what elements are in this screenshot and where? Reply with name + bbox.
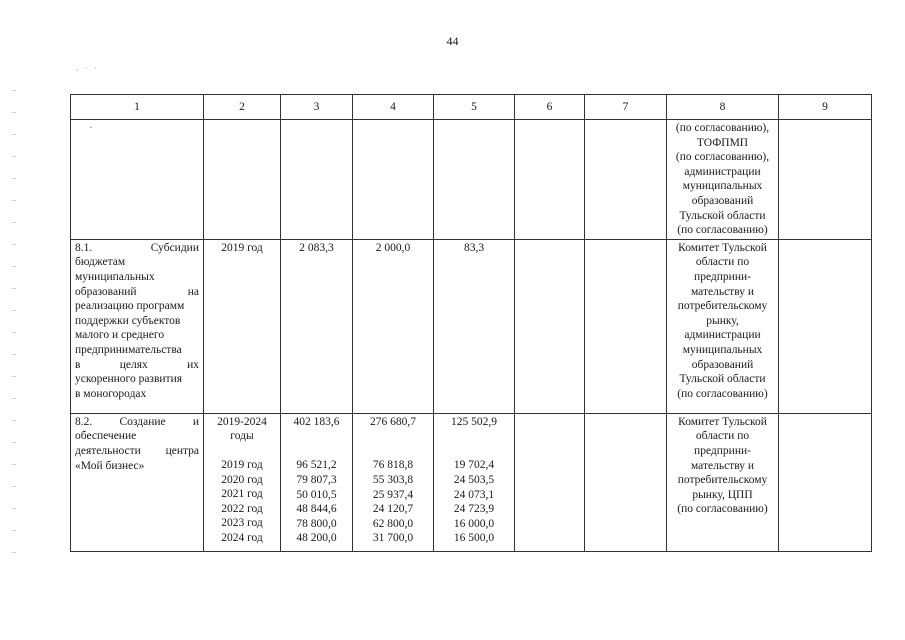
header-col-3: 3 [281, 95, 353, 120]
text-line [75, 444, 199, 459]
text-line: потребительскому [677, 300, 768, 313]
text-line: 50 010,5 [296, 488, 337, 501]
word: обеспечение [75, 430, 137, 443]
cell-col-7 [585, 413, 667, 551]
word: «Мой бизнес» [75, 459, 145, 472]
text-line [75, 270, 199, 285]
word: деятельности [75, 444, 141, 457]
text-line: Тульской области [679, 373, 766, 386]
text-line: образований [691, 194, 754, 207]
word: на [187, 285, 199, 298]
federal-sum: 276 680,7 [370, 415, 416, 428]
total-by-year [285, 458, 348, 546]
text-line: мательству и [690, 459, 755, 472]
header-col-7: 7 [585, 95, 667, 120]
cell-col-6 [515, 239, 585, 413]
cell-federal [353, 413, 434, 551]
total-sum: 402 183,6 [293, 415, 340, 428]
header-col-5: 5 [434, 95, 515, 120]
text-line: администрации [684, 329, 761, 342]
text-line: Комитет Тульской [678, 415, 767, 428]
cell-col-7 [585, 120, 667, 240]
text-line: 79 807,3 [296, 473, 337, 486]
cell-col-9 [779, 239, 872, 413]
cell-responsible [667, 120, 779, 240]
text-line: 24 073,1 [453, 488, 495, 501]
word: Субсидии [150, 241, 199, 254]
text-line: 2021 год [221, 488, 263, 501]
text-line: области по [695, 256, 750, 269]
text-line: мательству и [690, 285, 755, 298]
cell-period: 2019 год [204, 239, 281, 413]
text-line: Комитет Тульской [678, 241, 767, 254]
word: малого и среднего [75, 329, 165, 342]
text-line: 48 200,0 [296, 532, 337, 545]
text-line [75, 241, 199, 256]
text-line: предприни- [694, 444, 751, 457]
text-line: ТОФПМП [696, 136, 749, 149]
period-years [208, 458, 276, 546]
text-line: 96 521,2 [296, 459, 337, 472]
text-line: образований [691, 358, 754, 371]
word: 8.2. [75, 415, 93, 428]
regional-sum: 125 502,9 [451, 415, 497, 428]
text-line: 25 937,4 [372, 488, 414, 501]
text-line: 2024 год [221, 531, 263, 544]
word: целях [119, 358, 148, 371]
text-line [75, 429, 199, 444]
word: в моногородах [75, 387, 147, 400]
text-line: 19 702,4 [453, 459, 495, 472]
text-line: 2019 год [221, 458, 263, 471]
text-line: 2022 год [221, 502, 263, 515]
text-line [75, 255, 199, 270]
word: и [192, 415, 199, 428]
text-line [75, 299, 199, 314]
period-total-line-2: годы [230, 430, 254, 443]
text-line: 24 723,9 [453, 503, 495, 516]
cell-col-2 [204, 120, 281, 240]
table-row-8-1 [71, 239, 872, 413]
text-line [75, 343, 199, 358]
word: реализацию программ [75, 300, 185, 313]
scan-marks: . · · [76, 63, 99, 73]
cell-col-5 [434, 120, 515, 240]
text-line [75, 314, 199, 329]
page-number: 44 [446, 34, 459, 48]
header-col-1: 1 [71, 95, 204, 120]
cell-col-1: · [71, 120, 204, 240]
header-col-2: 2 [204, 95, 281, 120]
cell-col-3 [281, 120, 353, 240]
word: муниципальных [75, 270, 155, 283]
cell-col-9 [779, 120, 872, 240]
text-line: (по согласованию), [675, 151, 770, 164]
text-line: потребительскому [677, 474, 768, 487]
word: образований [75, 285, 137, 298]
text-line [75, 415, 199, 430]
text-line: (по согласованию) [677, 503, 768, 516]
text-line: рынку, ЦПП [692, 488, 753, 501]
text-line: 2020 год [221, 473, 263, 486]
table-row-continuation [71, 120, 872, 240]
word: их [187, 358, 199, 371]
text-line [75, 328, 199, 343]
cell-regional [434, 413, 515, 551]
text-line: 31 700,0 [372, 532, 414, 545]
text-line: 16 500,0 [453, 532, 495, 545]
header-row [71, 95, 872, 120]
text-line [75, 285, 199, 300]
cell-activity-name [71, 239, 204, 413]
text-line [75, 358, 199, 373]
cell-total [281, 413, 353, 551]
cell-col-6 [515, 120, 585, 240]
cell-period [204, 413, 281, 551]
header-col-4: 4 [353, 95, 434, 120]
header-col-9: 9 [779, 95, 872, 120]
federal-by-year [357, 458, 429, 546]
text-line: Тульской области [679, 209, 766, 222]
text-line: муниципальных [682, 180, 763, 193]
text-line [75, 459, 199, 474]
cell-responsible [667, 239, 779, 413]
cell-col-7 [585, 239, 667, 413]
word: в [75, 358, 81, 371]
regional-by-year [438, 458, 510, 546]
text-line: 2023 год [221, 517, 263, 530]
text-line: 55 303,8 [372, 473, 414, 486]
text-line [75, 387, 199, 402]
cell-col-9 [779, 413, 872, 551]
text-line: администрации [684, 165, 761, 178]
cell-col-6 [515, 413, 585, 551]
word: 8.1. [75, 241, 93, 254]
cell-total: 2 083,3 [281, 239, 353, 413]
word: Создание [119, 415, 166, 428]
word: поддержки субъектов [75, 314, 181, 327]
text-line: (по согласованию) [677, 387, 768, 400]
table-row-8-2 [71, 413, 872, 551]
text-line: 78 800,0 [296, 517, 337, 530]
text-line: муниципальных [682, 343, 763, 356]
text-line: предприни- [694, 270, 751, 283]
word: центра [165, 444, 199, 457]
header-col-6: 6 [515, 95, 585, 120]
text-line: 62 800,0 [372, 517, 414, 530]
word: бюджетам [75, 256, 126, 269]
word: ускоренного развития [75, 373, 183, 386]
text-line: 48 844,6 [296, 503, 337, 516]
header-col-8: 8 [667, 95, 779, 120]
text-line: (по согласованию), [675, 122, 770, 134]
text-line: (по согласованию) [677, 224, 768, 237]
text-line: области по [695, 430, 750, 443]
text-line: 24 503,5 [453, 473, 495, 486]
cell-responsible [667, 413, 779, 551]
budget-table [70, 94, 872, 552]
text-line [75, 372, 199, 387]
text-line: 24 120,7 [372, 503, 414, 516]
cell-federal: 2 000,0 [353, 239, 434, 413]
text-line: рынку, [706, 314, 739, 327]
text-line: 76 818,8 [372, 459, 414, 472]
word: предпринимательства [75, 343, 182, 356]
cell-regional: 83,3 [434, 239, 515, 413]
period-total-line-1: 2019-2024 [217, 415, 267, 428]
margin-ticks [12, 90, 16, 560]
cell-activity-name [71, 413, 204, 551]
text-line: 16 000,0 [453, 517, 495, 530]
cell-col-4 [353, 120, 434, 240]
